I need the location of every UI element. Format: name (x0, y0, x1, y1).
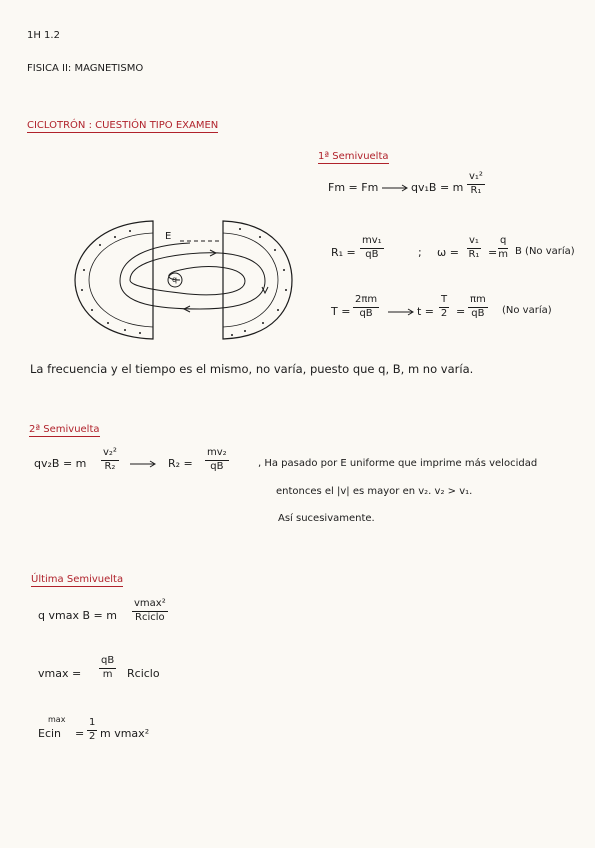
last-eq2-num: qB (99, 656, 116, 669)
page-code: 1H 1.2 (27, 30, 60, 41)
semi1-t-den2: qB (471, 307, 485, 319)
semi2-r2-fraction (205, 448, 229, 472)
left-dee (75, 221, 153, 339)
semi1-r1-fraction (360, 236, 384, 260)
last-eq3-sup: max (48, 715, 66, 724)
particle-path (120, 243, 265, 309)
semi1-force-fraction (467, 172, 485, 196)
semi2-note-line1: , Ha pasado por E uniforme que imprime más velocidad (258, 458, 538, 469)
semi1-force-mid: qv₁B = m (411, 181, 464, 194)
semi1-t-den: 2 (440, 307, 448, 319)
semi1-omega-num1: v₁ (467, 236, 481, 249)
semi1-t-num: T (439, 295, 449, 308)
efield-label: E (165, 231, 172, 242)
semi2-note-line3: Así sucesivamente. (278, 513, 375, 524)
semi1-separator: ; (418, 246, 422, 259)
semi2-eq-left: qv₂B = m (34, 457, 87, 470)
semi1-t-num2: πm (468, 295, 488, 308)
semi2-r2-den: qB (210, 460, 224, 472)
right-dee-inner (223, 233, 278, 327)
section-title: CICLOTRÓN : CUESTIÓN TIPO EXAMEN (27, 120, 219, 131)
semi2-arrow-icon (128, 459, 158, 469)
semi2-eq-den: R₂ (104, 460, 116, 472)
semi1-omega-lhs: ω = (437, 246, 459, 259)
semi1-omega-fraction2 (498, 236, 508, 260)
semi1-r1-num: mv₁ (360, 236, 384, 249)
semi1-heading: 1ª Semivuelta (318, 151, 389, 162)
semi2-heading: 2ª Semivuelta (29, 424, 100, 435)
last-eq2-fraction (99, 656, 116, 680)
last-eq3-tail: m vmax² (100, 727, 150, 740)
last-eq2-tail: Rciclo (127, 667, 160, 680)
left-dee-inner (89, 233, 153, 327)
semi1-omega-den2: m (498, 248, 509, 260)
semi1-t-fraction2 (468, 295, 488, 319)
semi1-force-num: v₁² (467, 172, 485, 185)
semi1-omega-den1: R₁ (468, 248, 480, 260)
last-eq1-left: q vmax B = m (38, 609, 117, 622)
semi1-t-eq: = (456, 305, 466, 318)
semi1-omega-tail: B (No varía) (515, 246, 575, 257)
last-heading: Última Semivuelta (31, 574, 124, 585)
semi1-period-lhs: T = (331, 305, 351, 318)
semi1-period-num: 2πm (353, 295, 379, 308)
cyclotron-diagram (70, 215, 300, 345)
semi2-eq-num: v₂² (101, 448, 119, 461)
last-eq3-num: 1 (87, 718, 97, 731)
semi2-eq-fraction (101, 448, 119, 472)
last-eq1-num: vmax² (132, 599, 168, 612)
last-eq1-fraction (132, 599, 168, 623)
right-dee (223, 221, 292, 339)
semi1-period-fraction (353, 295, 379, 319)
semi1-force-left: Fm = Fm (328, 181, 379, 194)
last-eq3-fraction (87, 718, 97, 742)
semi1-t-fraction (439, 295, 449, 319)
subject-title: FISICA II: MAGNETISMO (27, 63, 144, 74)
semi1-omega-num2: q (498, 236, 508, 249)
charge-label: q (172, 275, 178, 284)
last-eq3-left: Ecin (38, 727, 62, 740)
last-eq2-den: m (102, 668, 113, 680)
semi1-r1-lhs: R₁ = (331, 246, 356, 259)
last-eq1-den: Rciclo (135, 611, 165, 623)
semi1-omega-eq: = (488, 246, 498, 259)
last-eq2-left: vmax = (38, 667, 82, 680)
semi2-r2-lhs: R₂ = (168, 457, 193, 470)
semi1-omega-fraction1 (467, 236, 481, 260)
semi2-r2-num: mv₂ (205, 448, 229, 461)
semi1-force-den: R₁ (470, 184, 482, 196)
semi1-r1-den: qB (365, 248, 379, 260)
semi1-t-tail: (No varía) (502, 305, 552, 316)
semi1-period-den: qB (359, 307, 373, 319)
frequency-note: La frecuencia y el tiempo es el mismo, no varía, puesto que q, B, m no varía. (30, 362, 474, 376)
last-eq3-den: 2 (89, 730, 96, 742)
implies-arrow-icon (380, 183, 410, 193)
period-arrow-icon (386, 307, 416, 317)
semi2-note-line2: entonces el |v| es mayor en v₂. v₂ > v₁. (276, 486, 473, 497)
last-eq3-eq: = (75, 727, 85, 740)
semi1-t-lhs: t = (417, 305, 435, 318)
